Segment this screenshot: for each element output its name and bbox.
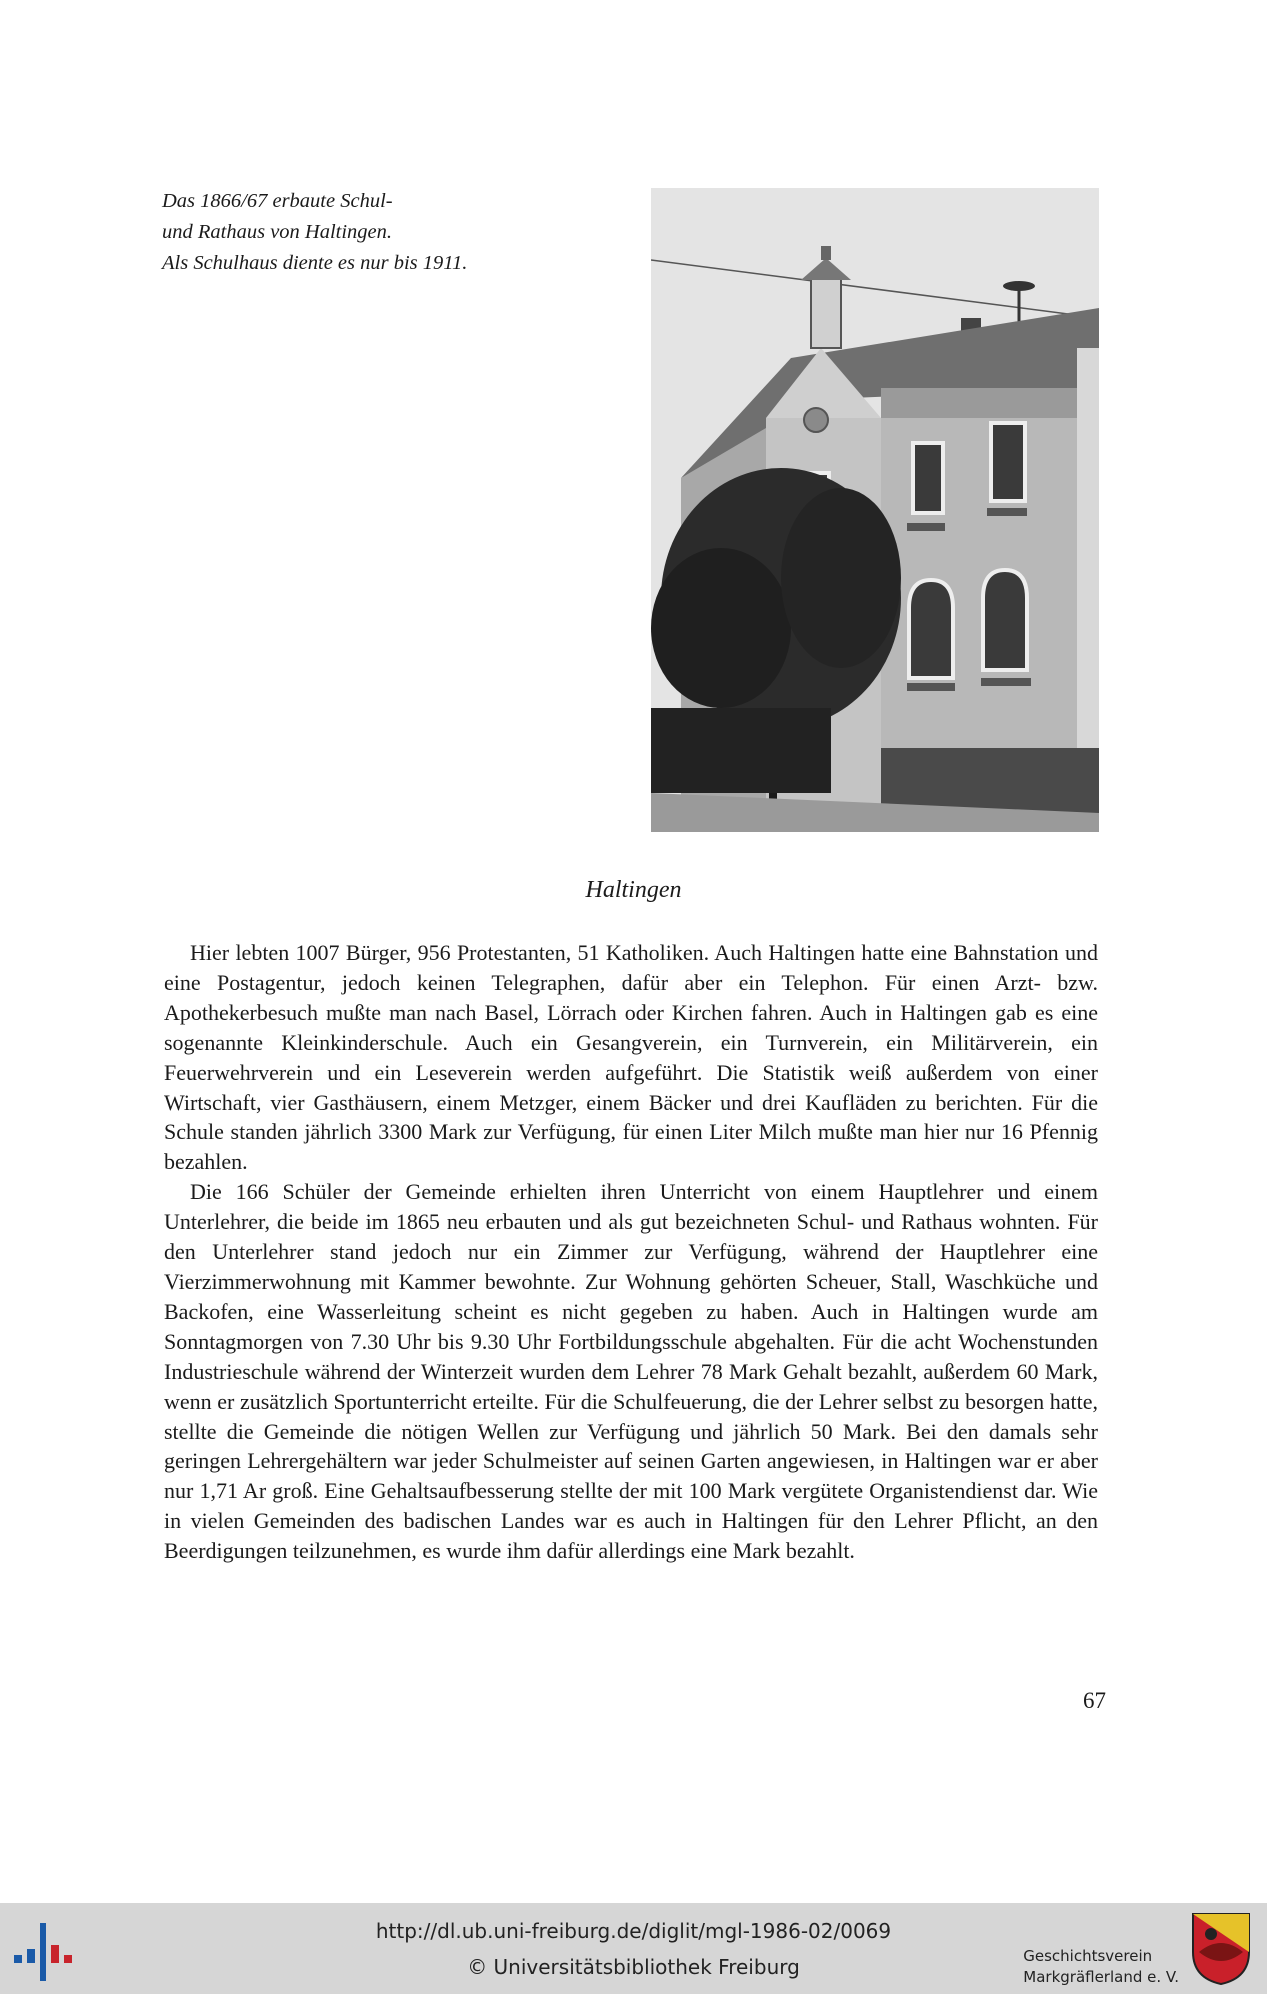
coat-of-arms-icon (1191, 1912, 1251, 1986)
caption-line-3: Als Schulhaus diente es nur bis 1911. (162, 252, 468, 274)
photo-caption (162, 186, 532, 279)
paragraph-2: Die 166 Schüler der Gemeinde erhielten ihren Unterricht von einem Hauptlehrer und einem Unterlehrer, die beide im 1865 neu erbauten und als gut bezeichneten Schul- und Rathaus wohnten. Für den Unterlehrer stand jedoch nur ein Zimmer zur Verfügung, während der Hauptlehrer eine Vierzimmerwohnung mit Kammer bewohnte. Zur Wohnung gehörten Scheuer, Stall, Waschküche und Backofen, eine Wasserleitung scheint es nicht gegeben zu haben. Auch in Haltingen wurde am Sonntagmorgen von 7.30 Uhr bis 9.30 Uhr Fortbildungsschule abgehalten. Für die acht Wochenstunden Industrieschule während der Winterzeit wurden dem Lehrer 78 Mark Gehalt bezahlt, außerdem 60 Mark, wenn er zusätzlich Sportunterricht erteilte. Für die Schulfeuerung, die der Lehrer selbst zu besorgen hatte, stellte die Gemeinde die nötigen Wellen zur Verfügung und jährlich 50 Mark. Bei den damals sehr geringen Lehrergehältern war jeder Schulmeister auf seinen Garten angewiesen, in Haltingen war er aber nur 1,71 Ar groß. Eine Gehaltsaufbesserung stellte der mit 100 Mark vergütete Organistendienst dar. Wie in vielen Gemeinden des badischen Landes war es auch in Haltingen für den Lehrer Pflicht, an den Beerdigungen teilzunehmen, es wurde ihm dafür allerdings eine Mark bezahlt. (164, 1179, 1098, 1564)
caption-line-1: Das 1866/67 erbaute Schul- (162, 190, 393, 212)
page-number: 67 (1083, 1688, 1106, 1713)
schoolhouse-illustration (651, 188, 1099, 832)
footer-bar (0, 1903, 1267, 1994)
paragraph-1: Hier lebten 1007 Bürger, 956 Protestanten, 51 Katholiken. Auch Haltingen hatte eine Bahnstation und eine Postagentur, jedoch keinen Telegraphen, dafür aber ein Telephon. Für einen Arzt- bzw. Apothekerbesuch mußte man nach Basel, Lörrach oder Kirchen fahren. Auch in Haltingen gab es eine sogenannte Kleinkinderschule. Auch ein Gesangverein, ein Turnverein, ein Militärverein, ein Feuerwehrverein und ein Leseverein werden aufgeführt. Die Statistik weiß außerdem von einer Wirtschaft, vier Gasthäusern, einem Metzger, einem Bäcker und drei Kaufläden zu berichten. Für die Schule standen jährlich 3300 Mark zur Verfügung, für einen Liter Milch mußte man hier nur 16 Pfennig bezahlen. (164, 940, 1098, 1175)
society-name (1023, 1946, 1179, 1988)
copyright-notice: © Universitätsbibliothek Freiburg (467, 1955, 800, 1979)
section-heading: Haltingen (585, 877, 682, 903)
society-name-line-1: Geschichtsverein (1023, 1947, 1153, 1965)
body-text (164, 938, 1098, 1566)
society-name-line-2: Markgräflerland e. V. (1023, 1968, 1179, 1986)
schoolhouse-photo (651, 188, 1099, 832)
caption-line-2: und Rathaus von Haltingen. (162, 221, 393, 243)
source-url-link[interactable]: http://dl.ub.uni-freiburg.de/diglit/mgl-1986-02/0069 (375, 1919, 892, 1943)
